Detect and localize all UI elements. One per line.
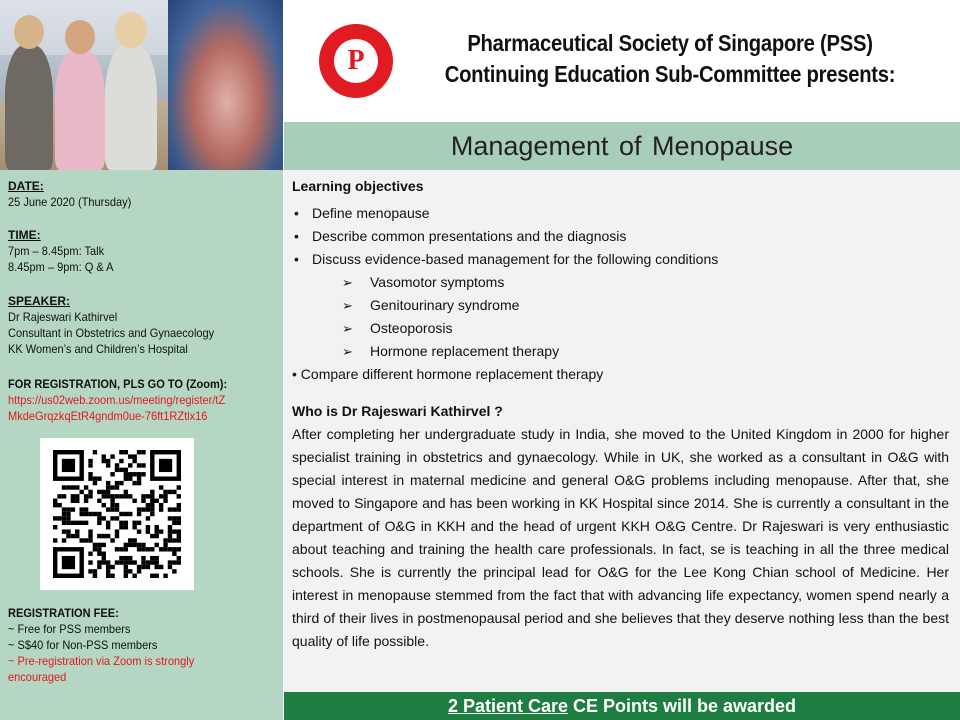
photo-woman-right [105, 45, 157, 170]
objective-item: • Discuss evidence-based management for the following conditions [294, 251, 719, 267]
fee-label: REGISTRATION FEE: [8, 606, 119, 620]
title-band [284, 122, 960, 170]
main-content [284, 170, 960, 692]
photo-head-middle [65, 20, 95, 54]
speaker-role: Consultant in Obstetrics and Gynaecology [8, 326, 215, 340]
pss-logo [319, 24, 393, 98]
date-label: DATE: [8, 179, 44, 193]
event-details-sidebar [0, 170, 283, 720]
photo-head-left [14, 15, 44, 49]
time-label: TIME: [8, 228, 41, 242]
registration-section [8, 376, 246, 424]
event-title: Management of Menopause [450, 130, 794, 161]
speaker-organization: KK Women’s and Children’s Hospital [8, 342, 188, 356]
speaker-name: Dr Rajeswari Kathirvel [8, 310, 118, 324]
ce-points-text: CE Points will be awarded [573, 695, 797, 716]
photo-woman-left [5, 45, 53, 170]
fee-non-members: ~ S$40 for Non-PSS members [8, 638, 158, 652]
header-line-2: Continuing Education Sub-Committee presents: [444, 61, 896, 87]
learning-objectives-title: Learning objectives [292, 178, 424, 194]
speaker-bio-text: After completing her undergraduate study in India, she moved to the United Kingdom in 2000 for higher specialist training in obstetrics and gynaecology. While in UK, she worked as a consultant in O&G with special interest in maternal medicine and general O&G problems including menopause. After that, she moved to Singapore and has been working in KK Hospital since 2014. She is currently a consultant in the department of O&G in KKH and the head of urgent KKH O&G Centre. Dr Rajeswari is very enthusiastic about teaching and training the health care professionals. In fact, se is teaching in all the three medical schools. She is currently the principal lead for O&G for the Lee Kong Chian school of Medicine. Her interest in menopause stemmed from the fact that with advancing life expectancy, women spend nearly a third of their lives in postmenopausal period and she believes that they deserve nothing less than the best quality of life possible. [292, 426, 949, 649]
ce-points-category: 2 Patient Care [447, 695, 568, 716]
registration-link-line-2[interactable]: MkdeGrqzkqEtR4gndm0ue-76ft1RZtlx16 [8, 409, 208, 423]
fee-preregistration-note: ~ Pre-registration via Zoom is strongly [8, 654, 195, 668]
header-title [400, 28, 940, 90]
fee-section [8, 605, 210, 685]
ce-points-banner [284, 692, 960, 720]
qr-code-icon [52, 450, 182, 578]
objective-item-compare: • Compare different hormone replacement therapy [292, 366, 604, 382]
objective-item: • Define menopause [294, 205, 430, 221]
date-section [8, 178, 142, 210]
speaker-label: SPEAKER: [8, 294, 71, 308]
pss-logo-letter: P [347, 45, 365, 76]
fee-preregistration-note-2: encouraged [8, 670, 67, 684]
anatomy-illustration [168, 0, 283, 170]
time-qa: 8.45pm – 9pm: Q & A [8, 260, 114, 274]
registration-qr-code [40, 438, 194, 590]
speaker-bio-title: Who is Dr Rajeswari Kathirvel ? [292, 403, 503, 419]
date-value: 25 June 2020 (Thursday) [8, 195, 132, 209]
condition-item: ➢ Vasomotor symptoms [342, 274, 505, 290]
condition-item: ➢ Osteoporosis [342, 320, 453, 336]
header-line-1: Pharmaceutical Society of Singapore (PSS) [467, 30, 873, 56]
photo-head-right [115, 12, 147, 48]
condition-item: ➢ Genitourinary syndrome [342, 297, 520, 313]
hero-photo [0, 0, 283, 170]
speaker-section [8, 293, 232, 357]
time-talk: 7pm – 8.45pm: Talk [8, 244, 105, 258]
registration-link-line-1[interactable]: https://us02web.zoom.us/meeting/register/tZ [8, 393, 226, 407]
fee-members: ~ Free for PSS members [8, 622, 131, 636]
registration-label: FOR REGISTRATION, PLS GO TO (Zoom): [8, 377, 228, 391]
condition-item: ➢ Hormone replacement therapy [342, 343, 560, 359]
objective-item: • Describe common presentations and the diagnosis [294, 228, 627, 244]
time-section [8, 227, 123, 275]
photo-woman-middle [55, 50, 105, 170]
